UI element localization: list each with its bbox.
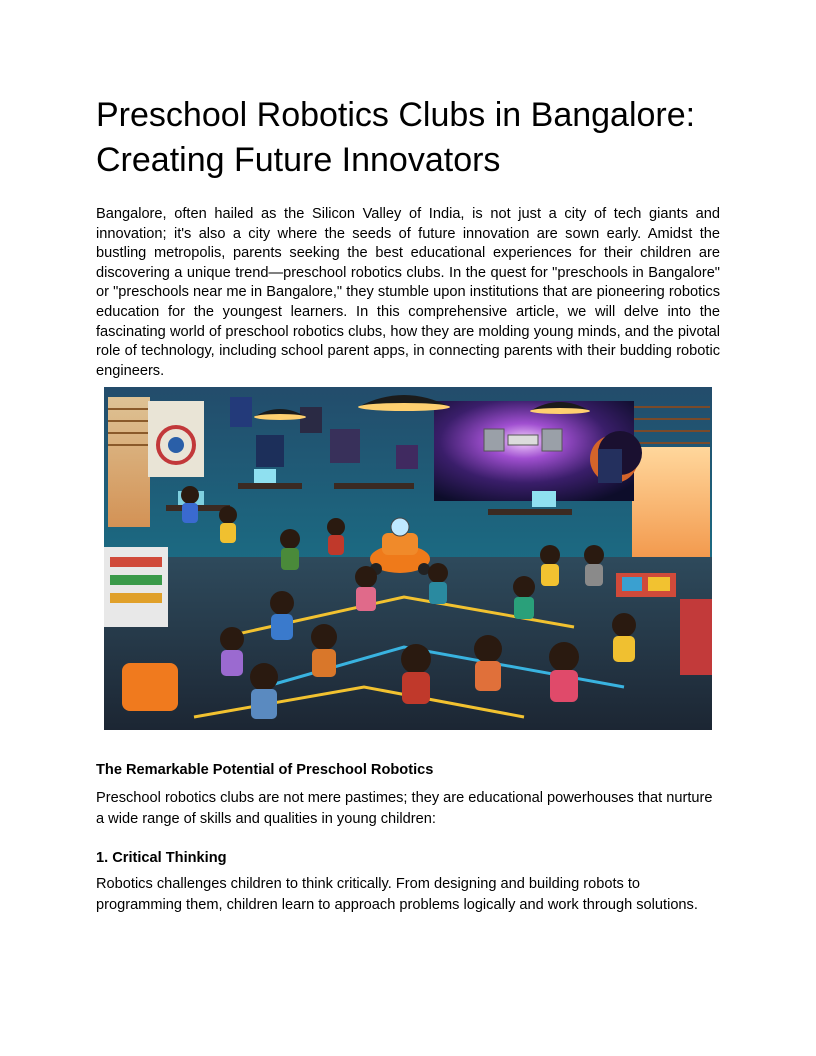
robotics-classroom-illustration: [104, 387, 712, 730]
subsection-paragraph: Robotics challenges children to think critically. From designing and building robots to programming them, children learn to approach problems logically and work through solutions.: [96, 876, 698, 913]
document-title: Preschool Robotics Clubs in Bangalore: Creating Future Innovators: [96, 96, 696, 179]
section-paragraph: Preschool robotics clubs are not mere pastimes; they are educational powerhouses that nurture a wide range of skills and qualities in young children:: [96, 790, 713, 827]
intro-paragraph: Bangalore, often hailed as the Silicon Valley of India, is not just a city of tech giants and innovation; it's also a city where the seeds of future innovation are sown early. Amidst the bustling metropolis, parents seeking the best educational experiences for their children are discovering a unique trend—preschool robotics clubs. In the quest for "preschools in Bangalore" or "preschools near me in Bangalore," they stumble upon institutions that are pioneering robotics education for the youngest learners. In this comprehensive article, we will delve into the fascinating world of preschool robotics clubs, how they are molding young minds, and the pivotal role of technology, including school parent apps, in connecting parents with their budding robotic engineers.: [96, 206, 720, 379]
illustration-svg: [104, 387, 712, 730]
document-page: [96, 93, 720, 913]
subsection-heading: 1. Critical Thinking: [96, 850, 227, 866]
section-heading: The Remarkable Potential of Preschool Robotics: [96, 762, 434, 778]
